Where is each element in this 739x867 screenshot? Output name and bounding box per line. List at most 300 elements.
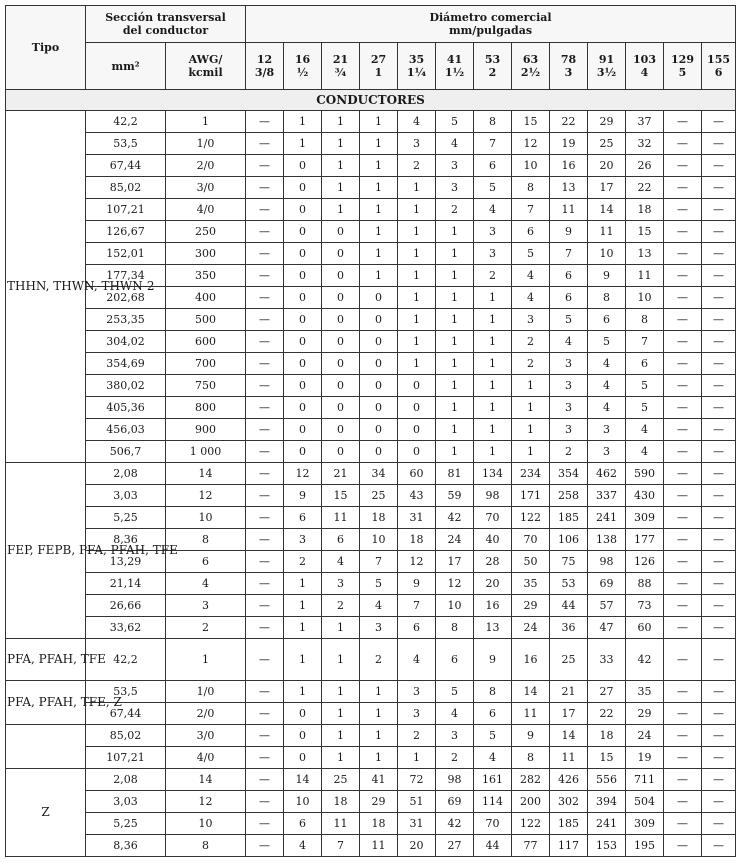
count-cell: 18 [398, 529, 436, 551]
count-cell: 1 [322, 617, 360, 639]
table-row [6, 769, 736, 791]
count-cell: 26 [626, 155, 664, 177]
table-row [6, 747, 736, 769]
awg-cell: 1 [166, 639, 246, 681]
count-cell: 50 [512, 551, 550, 573]
count-cell: — [664, 835, 702, 857]
count-cell: 3 [284, 529, 322, 551]
header-size-10 [626, 43, 664, 90]
mm2-cell: 26,66 [86, 595, 166, 617]
count-cell: — [702, 441, 736, 463]
count-cell: 122 [512, 813, 550, 835]
count-cell: 0 [322, 397, 360, 419]
mm2-cell: 67,44 [86, 155, 166, 177]
awg-cell: 1/0 [166, 681, 246, 703]
count-cell: 394 [588, 791, 626, 813]
count-cell: — [664, 747, 702, 769]
mm2-cell: 85,02 [86, 177, 166, 199]
count-cell: 3 [550, 397, 588, 419]
count-cell: 2 [436, 199, 474, 221]
count-cell: 1 [474, 331, 512, 353]
count-cell: 12 [436, 573, 474, 595]
count-cell: 16 [474, 595, 512, 617]
count-cell: 6 [398, 617, 436, 639]
count-cell: 0 [398, 375, 436, 397]
count-cell: — [664, 375, 702, 397]
awg-cell: 1/0 [166, 133, 246, 155]
count-cell: 0 [284, 177, 322, 199]
count-cell: — [664, 617, 702, 639]
count-cell: — [702, 111, 736, 133]
count-cell: 27 [436, 835, 474, 857]
table-row [6, 397, 736, 419]
count-cell: 1 [284, 617, 322, 639]
count-cell: — [246, 199, 284, 221]
count-cell: 0 [284, 221, 322, 243]
header-size-5 [436, 43, 474, 90]
count-cell: 16 [512, 639, 550, 681]
count-cell: 1 [322, 199, 360, 221]
count-cell: 13 [474, 617, 512, 639]
mm2-cell: 380,02 [86, 375, 166, 397]
count-cell: 10 [626, 287, 664, 309]
count-cell: — [702, 725, 736, 747]
count-cell: 1 [360, 747, 398, 769]
count-cell: — [702, 485, 736, 507]
count-cell: 14 [512, 681, 550, 703]
count-cell: 6 [588, 309, 626, 331]
count-cell: 0 [284, 331, 322, 353]
count-cell: — [702, 835, 736, 857]
count-cell: — [246, 681, 284, 703]
count-cell: 70 [512, 529, 550, 551]
count-cell: 8 [474, 111, 512, 133]
count-cell: 1 [284, 133, 322, 155]
table-row [6, 639, 736, 681]
awg-cell: 6 [166, 551, 246, 573]
count-cell: 3 [360, 617, 398, 639]
awg-cell: 2 [166, 617, 246, 639]
count-cell: 1 [512, 441, 550, 463]
count-cell: 3 [398, 703, 436, 725]
count-cell: — [702, 529, 736, 551]
count-cell: 40 [474, 529, 512, 551]
count-cell: 11 [550, 747, 588, 769]
table-row [6, 791, 736, 813]
count-cell: 13 [626, 243, 664, 265]
size-inch: 2 [488, 66, 497, 79]
count-cell: 7 [398, 595, 436, 617]
header-size-2 [322, 43, 360, 90]
count-cell: 337 [588, 485, 626, 507]
count-cell: 9 [550, 221, 588, 243]
count-cell: — [246, 331, 284, 353]
count-cell: 0 [284, 419, 322, 441]
count-cell: 0 [322, 419, 360, 441]
count-cell: — [246, 265, 284, 287]
count-cell: — [664, 199, 702, 221]
count-cell: — [246, 111, 284, 133]
count-cell: 72 [398, 769, 436, 791]
count-cell: 1 [436, 309, 474, 331]
count-cell: 134 [474, 463, 512, 485]
count-cell: 161 [474, 769, 512, 791]
count-cell: 29 [626, 703, 664, 725]
count-cell: — [702, 243, 736, 265]
count-cell: — [246, 221, 284, 243]
count-cell: 309 [626, 507, 664, 529]
section-title: CONDUCTORES [6, 90, 736, 111]
count-cell: 4 [588, 375, 626, 397]
count-cell: 73 [626, 595, 664, 617]
count-cell: 0 [322, 221, 360, 243]
count-cell: 21 [322, 463, 360, 485]
count-cell: 1 [436, 419, 474, 441]
count-cell: 241 [588, 507, 626, 529]
count-cell: — [702, 419, 736, 441]
count-cell: 1 [360, 199, 398, 221]
count-cell: — [664, 813, 702, 835]
count-cell: 77 [512, 835, 550, 857]
count-cell: 6 [550, 265, 588, 287]
count-cell: 8 [436, 617, 474, 639]
count-cell: 59 [436, 485, 474, 507]
header-seccion: Sección transversal del conductor [86, 6, 246, 43]
count-cell: 2 [322, 595, 360, 617]
count-cell: 0 [360, 441, 398, 463]
count-cell: 241 [588, 813, 626, 835]
header-size-1 [284, 43, 322, 90]
count-cell: — [702, 639, 736, 681]
size-inch: 4 [640, 66, 649, 79]
header-awg: AWG/ kcmil [166, 43, 246, 90]
count-cell: 18 [360, 507, 398, 529]
count-cell: 14 [284, 769, 322, 791]
count-cell: — [246, 813, 284, 835]
count-cell: 1 [436, 331, 474, 353]
count-cell: 25 [360, 485, 398, 507]
size-inch: ¾ [334, 66, 347, 79]
count-cell: — [664, 397, 702, 419]
count-cell: 51 [398, 791, 436, 813]
count-cell: 20 [588, 155, 626, 177]
count-cell: 70 [474, 813, 512, 835]
table-row [6, 573, 736, 595]
count-cell: — [246, 243, 284, 265]
count-cell: 1 [398, 243, 436, 265]
count-cell: — [702, 331, 736, 353]
table-row [6, 441, 736, 463]
count-cell: — [702, 617, 736, 639]
count-cell: — [246, 769, 284, 791]
count-cell: — [664, 221, 702, 243]
count-cell: 4 [626, 419, 664, 441]
count-cell: 43 [398, 485, 436, 507]
count-cell: 138 [588, 529, 626, 551]
count-cell: 426 [550, 769, 588, 791]
header-size-11 [664, 43, 702, 90]
count-cell: 5 [550, 309, 588, 331]
count-cell: 1 [436, 243, 474, 265]
awg-cell: 14 [166, 463, 246, 485]
count-cell: 0 [322, 441, 360, 463]
count-cell: — [664, 419, 702, 441]
header-mm2: mm² [86, 43, 166, 90]
count-cell: 29 [588, 111, 626, 133]
count-cell: — [246, 551, 284, 573]
count-cell: 6 [474, 703, 512, 725]
count-cell: 11 [588, 221, 626, 243]
count-cell: 7 [550, 243, 588, 265]
size-mm: 155 [707, 53, 731, 66]
count-cell: 5 [588, 331, 626, 353]
count-cell: 15 [626, 221, 664, 243]
count-cell: 5 [360, 573, 398, 595]
size-inch: 6 [714, 66, 723, 79]
count-cell: 18 [588, 725, 626, 747]
mm2-cell: 67,44 [86, 703, 166, 725]
count-cell: — [702, 221, 736, 243]
count-cell: — [246, 725, 284, 747]
conduit-fill-table [5, 5, 736, 857]
table-row [6, 199, 736, 221]
count-cell: 5 [436, 111, 474, 133]
count-cell: 10 [284, 791, 322, 813]
count-cell: 4 [626, 441, 664, 463]
count-cell: 0 [360, 353, 398, 375]
count-cell: 24 [436, 529, 474, 551]
count-cell: 15 [588, 747, 626, 769]
count-cell: 47 [588, 617, 626, 639]
count-cell: 53 [550, 573, 588, 595]
count-cell: 1 [436, 375, 474, 397]
count-cell: 1 [474, 375, 512, 397]
count-cell: 504 [626, 791, 664, 813]
count-cell: 3 [474, 243, 512, 265]
count-cell: — [664, 703, 702, 725]
awg-cell: 10 [166, 813, 246, 835]
awg-cell: 2/0 [166, 703, 246, 725]
count-cell: 2 [398, 155, 436, 177]
table-row [6, 463, 736, 485]
count-cell: 2 [474, 265, 512, 287]
count-cell: — [246, 791, 284, 813]
count-cell: 1 [398, 331, 436, 353]
count-cell: 185 [550, 813, 588, 835]
count-cell: 0 [360, 309, 398, 331]
tipo-cell: THHN, THWN, THWN-2 [6, 111, 86, 463]
count-cell: 5 [626, 397, 664, 419]
count-cell: 6 [550, 287, 588, 309]
count-cell: 1 [284, 639, 322, 681]
count-cell: 7 [360, 551, 398, 573]
table-row [6, 835, 736, 857]
table-row [6, 331, 736, 353]
count-cell: 1 [398, 309, 436, 331]
count-cell: 0 [322, 375, 360, 397]
count-cell: 1 [322, 177, 360, 199]
count-cell: 302 [550, 791, 588, 813]
size-mm: 21 [332, 53, 349, 66]
mm2-cell: 506,7 [86, 441, 166, 463]
tipo-cell: FEP, FEPB, PFA, PFAH, TFE [6, 463, 86, 639]
count-cell: 14 [550, 725, 588, 747]
header-size-7 [512, 43, 550, 90]
count-cell: 1 [474, 419, 512, 441]
count-cell: 42 [626, 639, 664, 681]
mm2-cell: 177,34 [86, 265, 166, 287]
count-cell: 4 [360, 595, 398, 617]
count-cell: 0 [284, 155, 322, 177]
count-cell: — [664, 725, 702, 747]
awg-cell: 12 [166, 791, 246, 813]
count-cell: 25 [588, 133, 626, 155]
count-cell: 3 [550, 419, 588, 441]
count-cell: 3 [550, 375, 588, 397]
count-cell: — [702, 791, 736, 813]
count-cell: 12 [512, 133, 550, 155]
count-cell: 24 [512, 617, 550, 639]
mm2-cell: 85,02 [86, 725, 166, 747]
count-cell: 3 [436, 177, 474, 199]
awg-cell: 3 [166, 595, 246, 617]
count-cell: 6 [436, 639, 474, 681]
count-cell: 0 [322, 265, 360, 287]
count-cell: 185 [550, 507, 588, 529]
count-cell: 1 [474, 353, 512, 375]
awg-cell: 10 [166, 507, 246, 529]
count-cell: — [664, 529, 702, 551]
count-cell: 3 [398, 681, 436, 703]
count-cell: 9 [398, 573, 436, 595]
count-cell: 22 [626, 177, 664, 199]
count-cell: 114 [474, 791, 512, 813]
size-mm: 27 [370, 53, 387, 66]
mm2-cell: 354,69 [86, 353, 166, 375]
size-inch: 2½ [520, 66, 541, 79]
count-cell: 98 [436, 769, 474, 791]
count-cell: 0 [360, 287, 398, 309]
count-cell: 430 [626, 485, 664, 507]
count-cell: — [664, 681, 702, 703]
size-mm: 41 [446, 53, 463, 66]
count-cell: 711 [626, 769, 664, 791]
awg-cell: 4 [166, 573, 246, 595]
count-cell: — [702, 375, 736, 397]
awg-cell: 8 [166, 835, 246, 857]
count-cell: 462 [588, 463, 626, 485]
count-cell: — [664, 265, 702, 287]
count-cell: — [664, 177, 702, 199]
count-cell: — [246, 507, 284, 529]
count-cell: — [702, 595, 736, 617]
count-cell: 4 [550, 331, 588, 353]
awg-cell: 14 [166, 769, 246, 791]
table-row [6, 111, 736, 133]
count-cell: 0 [284, 287, 322, 309]
count-cell: 1 [360, 133, 398, 155]
count-cell: — [702, 681, 736, 703]
size-inch: 5 [678, 66, 687, 79]
mm2-cell: 8,36 [86, 835, 166, 857]
count-cell: — [702, 287, 736, 309]
count-cell: 1 [284, 573, 322, 595]
size-mm: 63 [522, 53, 539, 66]
count-cell: 1 [398, 747, 436, 769]
count-cell: 1 [398, 287, 436, 309]
count-cell: 0 [284, 353, 322, 375]
count-cell: 18 [322, 791, 360, 813]
table-row [6, 375, 736, 397]
count-cell: 0 [284, 243, 322, 265]
count-cell: 177 [626, 529, 664, 551]
count-cell: 0 [284, 397, 322, 419]
header-size-9 [588, 43, 626, 90]
count-cell: 6 [284, 507, 322, 529]
count-cell: 2 [284, 551, 322, 573]
count-cell: 2 [512, 353, 550, 375]
count-cell: 42 [436, 507, 474, 529]
table-row [6, 419, 736, 441]
count-cell: 0 [398, 441, 436, 463]
mm2-cell: 2,08 [86, 463, 166, 485]
count-cell: 27 [588, 681, 626, 703]
table-row [6, 813, 736, 835]
count-cell: 5 [512, 243, 550, 265]
count-cell: 12 [398, 551, 436, 573]
count-cell: 1 [322, 681, 360, 703]
count-cell: — [246, 595, 284, 617]
count-cell: 36 [550, 617, 588, 639]
count-cell: — [246, 287, 284, 309]
table-row [6, 353, 736, 375]
table-row [6, 243, 736, 265]
size-inch: ½ [296, 66, 309, 79]
count-cell: 29 [512, 595, 550, 617]
count-cell: — [702, 813, 736, 835]
count-cell: — [246, 529, 284, 551]
count-cell: 1 [398, 221, 436, 243]
awg-cell: 4/0 [166, 199, 246, 221]
header-size-6 [474, 43, 512, 90]
mm2-cell: 107,21 [86, 199, 166, 221]
count-cell: 17 [550, 703, 588, 725]
header-tipo: Tipo [6, 6, 86, 90]
count-cell: 3 [474, 221, 512, 243]
size-mm: 35 [408, 53, 425, 66]
count-cell: 42 [436, 813, 474, 835]
size-mm: 78 [560, 53, 577, 66]
awg-cell: 300 [166, 243, 246, 265]
mm2-cell: 21,14 [86, 573, 166, 595]
table-row [6, 177, 736, 199]
awg-cell: 3/0 [166, 725, 246, 747]
count-cell: 1 [512, 397, 550, 419]
count-cell: — [246, 353, 284, 375]
awg-cell: 800 [166, 397, 246, 419]
count-cell: — [702, 463, 736, 485]
count-cell: 4 [474, 199, 512, 221]
count-cell: 70 [474, 507, 512, 529]
count-cell: 22 [588, 703, 626, 725]
count-cell: 122 [512, 507, 550, 529]
count-cell: 0 [398, 419, 436, 441]
size-mm: 16 [294, 53, 311, 66]
size-mm: 129 [671, 53, 694, 66]
count-cell: — [664, 595, 702, 617]
count-cell: 5 [474, 725, 512, 747]
count-cell: 1 [322, 703, 360, 725]
